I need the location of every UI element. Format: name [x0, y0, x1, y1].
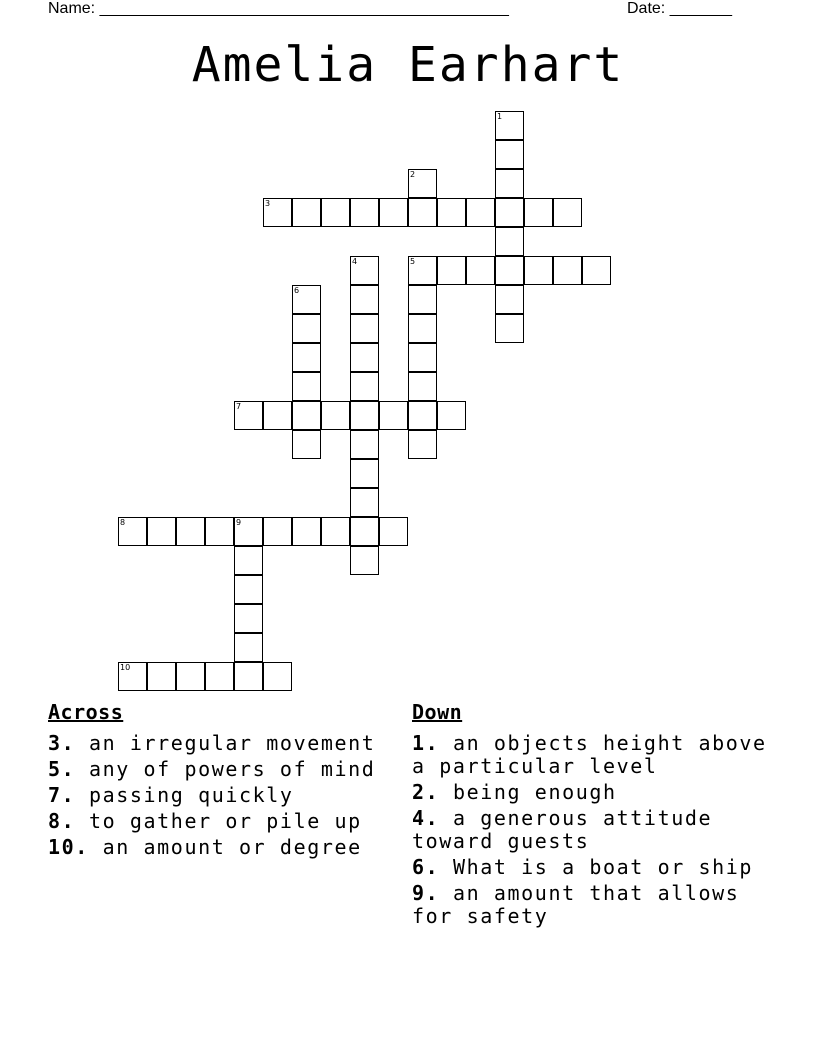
grid-cell[interactable] [350, 459, 379, 488]
grid-cell[interactable] [292, 314, 321, 343]
grid-cell[interactable] [147, 517, 176, 546]
grid-cell[interactable] [321, 401, 350, 430]
grid-cell[interactable] [408, 169, 437, 198]
clue-text: What is a boat or ship [452, 855, 754, 879]
clue-text: being enough [452, 780, 617, 804]
grid-cell[interactable] [524, 198, 553, 227]
grid-cell[interactable] [495, 256, 524, 285]
down-clue [412, 882, 772, 928]
grid-cell[interactable] [350, 198, 379, 227]
grid-cell[interactable] [234, 401, 263, 430]
grid-cell[interactable] [205, 662, 234, 691]
grid-cell[interactable] [176, 517, 205, 546]
grid-cell[interactable] [118, 517, 147, 546]
grid-cell[interactable] [292, 517, 321, 546]
page-title: Amelia Earhart [191, 37, 625, 93]
grid-cell[interactable] [292, 401, 321, 430]
clue-text: a generous attitude toward guests [412, 806, 713, 853]
grid-cell[interactable] [350, 372, 379, 401]
grid-cell[interactable] [524, 256, 553, 285]
across-heading: Across [48, 700, 124, 724]
grid-cell[interactable] [408, 372, 437, 401]
grid-cell[interactable] [292, 430, 321, 459]
across-clues [48, 701, 388, 862]
grid-cell[interactable] [292, 372, 321, 401]
grid-cell[interactable] [466, 198, 495, 227]
grid-cell[interactable] [263, 198, 292, 227]
cell-number: 3 [265, 199, 271, 208]
grid-cell[interactable] [437, 401, 466, 430]
down-clue [412, 732, 772, 778]
grid-cell[interactable] [263, 662, 292, 691]
grid-cell[interactable] [176, 662, 205, 691]
grid-cell[interactable] [350, 314, 379, 343]
clue-number: 5. [48, 757, 76, 781]
cell-number: 8 [120, 518, 126, 527]
grid-cell[interactable] [379, 517, 408, 546]
grid-cell[interactable] [408, 401, 437, 430]
grid-cell[interactable] [553, 198, 582, 227]
grid-cell[interactable] [234, 662, 263, 691]
cell-number: 4 [352, 257, 358, 266]
grid-cell[interactable] [495, 169, 524, 198]
grid-cell[interactable] [350, 343, 379, 372]
clue-text: an objects height above a particular level [412, 731, 767, 778]
grid-cell[interactable] [495, 314, 524, 343]
cell-number: 10 [120, 663, 131, 672]
clue-number: 8. [48, 809, 76, 833]
grid-cell[interactable] [234, 633, 263, 662]
grid-cell[interactable] [408, 430, 437, 459]
cell-number: 7 [236, 402, 242, 411]
clue-number: 3. [48, 731, 76, 755]
date-field-label: Date: _______ [627, 0, 732, 17]
clue-number: 4. [412, 806, 440, 830]
grid-cell[interactable] [408, 256, 437, 285]
grid-cell[interactable] [408, 285, 437, 314]
down-clue [412, 856, 772, 879]
cell-number: 9 [236, 518, 242, 527]
cell-number: 1 [497, 112, 503, 121]
grid-cell[interactable] [350, 256, 379, 285]
grid-cell[interactable] [582, 256, 611, 285]
grid-cell[interactable] [321, 517, 350, 546]
grid-cell[interactable] [350, 430, 379, 459]
grid-cell[interactable] [408, 343, 437, 372]
grid-cell[interactable] [234, 604, 263, 633]
grid-cell[interactable] [118, 662, 147, 691]
across-clue [48, 732, 388, 755]
cell-number: 5 [410, 257, 416, 266]
grid-cell[interactable] [466, 256, 495, 285]
clue-text: passing quickly [88, 783, 294, 807]
grid-cell[interactable] [234, 517, 263, 546]
clue-text: to gather or pile up [88, 809, 362, 833]
grid-cell[interactable] [379, 198, 408, 227]
clue-text: an irregular movement [88, 731, 376, 755]
clue-text: any of powers of mind [88, 757, 376, 781]
grid-cell[interactable] [350, 488, 379, 517]
grid-cell[interactable] [234, 575, 263, 604]
clue-number: 1. [412, 731, 440, 755]
grid-cell[interactable] [495, 140, 524, 169]
grid-cell[interactable] [321, 198, 350, 227]
grid-cell[interactable] [205, 517, 234, 546]
across-clue [48, 810, 388, 833]
grid-cell[interactable] [292, 343, 321, 372]
cell-number: 6 [294, 286, 300, 295]
across-clue [48, 836, 388, 859]
clue-number: 9. [412, 881, 440, 905]
cell-number: 2 [410, 170, 416, 179]
grid-cell[interactable] [263, 517, 292, 546]
grid-cell[interactable] [495, 198, 524, 227]
grid-cell[interactable] [437, 198, 466, 227]
grid-cell[interactable] [379, 401, 408, 430]
grid-cell[interactable] [350, 517, 379, 546]
clue-text: an amount that allows for safety [412, 881, 740, 928]
grid-cell[interactable] [263, 401, 292, 430]
grid-cell[interactable] [408, 198, 437, 227]
down-clues [412, 701, 772, 931]
clue-number: 2. [412, 780, 440, 804]
grid-cell[interactable] [350, 546, 379, 575]
clue-text: an amount or degree [102, 835, 362, 859]
grid-cell[interactable] [350, 285, 379, 314]
across-clue [48, 758, 388, 781]
clue-number: 6. [412, 855, 440, 879]
grid-cell[interactable] [437, 256, 466, 285]
grid-cell[interactable] [292, 198, 321, 227]
grid-cell[interactable] [408, 314, 437, 343]
grid-cell[interactable] [350, 401, 379, 430]
grid-cell[interactable] [495, 111, 524, 140]
clue-number: 10. [48, 835, 89, 859]
clue-number: 7. [48, 783, 76, 807]
across-clue [48, 784, 388, 807]
down-clue [412, 807, 772, 853]
grid-cell[interactable] [234, 546, 263, 575]
grid-cell[interactable] [553, 256, 582, 285]
grid-cell[interactable] [292, 285, 321, 314]
grid-cell[interactable] [495, 285, 524, 314]
name-field-label: Name: ______________________________________________ [48, 0, 509, 17]
down-clue [412, 781, 772, 804]
grid-cell[interactable] [147, 662, 176, 691]
grid-cell[interactable] [495, 227, 524, 256]
down-heading: Down [412, 700, 463, 724]
